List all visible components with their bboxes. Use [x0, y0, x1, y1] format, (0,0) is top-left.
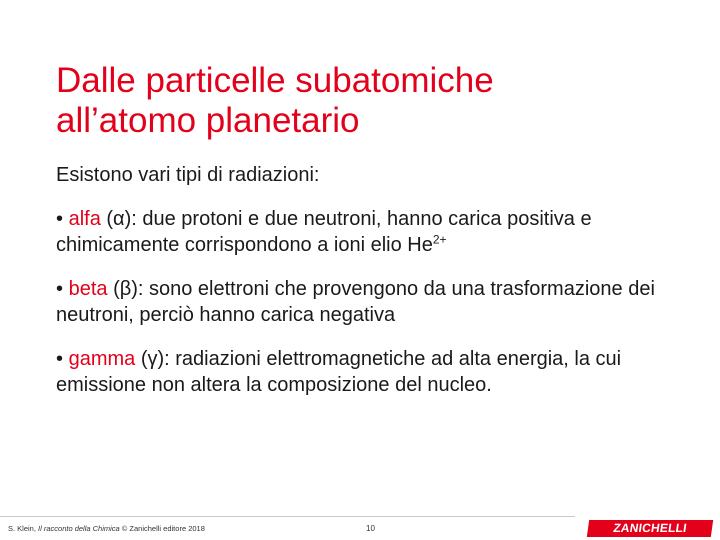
- credit-publisher: © Zanichelli editore 2018: [119, 524, 205, 533]
- logo-text: ZANICHELLI: [612, 521, 688, 535]
- zanichelli-logo: [587, 520, 713, 537]
- credit-author: S. Klein,: [8, 524, 39, 533]
- page-number: 10: [366, 524, 375, 533]
- bullet-gamma: [56, 346, 666, 398]
- bullet-marker: •: [56, 278, 64, 300]
- bullet-marker: •: [56, 348, 64, 370]
- footer-credit: [8, 524, 205, 533]
- bullet-gamma-text: (γ): radiazioni elettromagnetiche ad alta energia, la cui emissione non altera la composizione del nucleo.: [56, 348, 622, 396]
- bullet-marker: •: [56, 208, 64, 230]
- bullet-beta: [56, 276, 666, 328]
- slide-title-line-1: Dalle particelle subatomiche: [56, 61, 494, 101]
- intro-text: Esistono vari tipi di radiazioni:: [56, 164, 320, 186]
- slide-body: [56, 162, 666, 398]
- slide-footer: [0, 516, 720, 540]
- slide-title-line-2: all’atomo planetario: [56, 101, 360, 141]
- term-gamma: gamma: [68, 348, 136, 370]
- he-charge-superscript: 2+: [432, 232, 447, 247]
- credit-book-title: Il racconto della Chimica: [38, 524, 120, 533]
- footer-divider: [0, 516, 575, 517]
- slide-title: [56, 61, 676, 141]
- term-beta: beta: [68, 278, 108, 300]
- bullet-alfa-text: (α): due protoni e due neutroni, hanno carica positiva e chimicamente corrispondono a ioni elio He: [56, 208, 592, 256]
- term-alfa: alfa: [68, 208, 101, 230]
- bullet-alfa: [56, 206, 666, 258]
- bullet-beta-text: (β): sono elettroni che provengono da una trasformazione dei neutroni, perciò hanno carica negativa: [56, 278, 655, 326]
